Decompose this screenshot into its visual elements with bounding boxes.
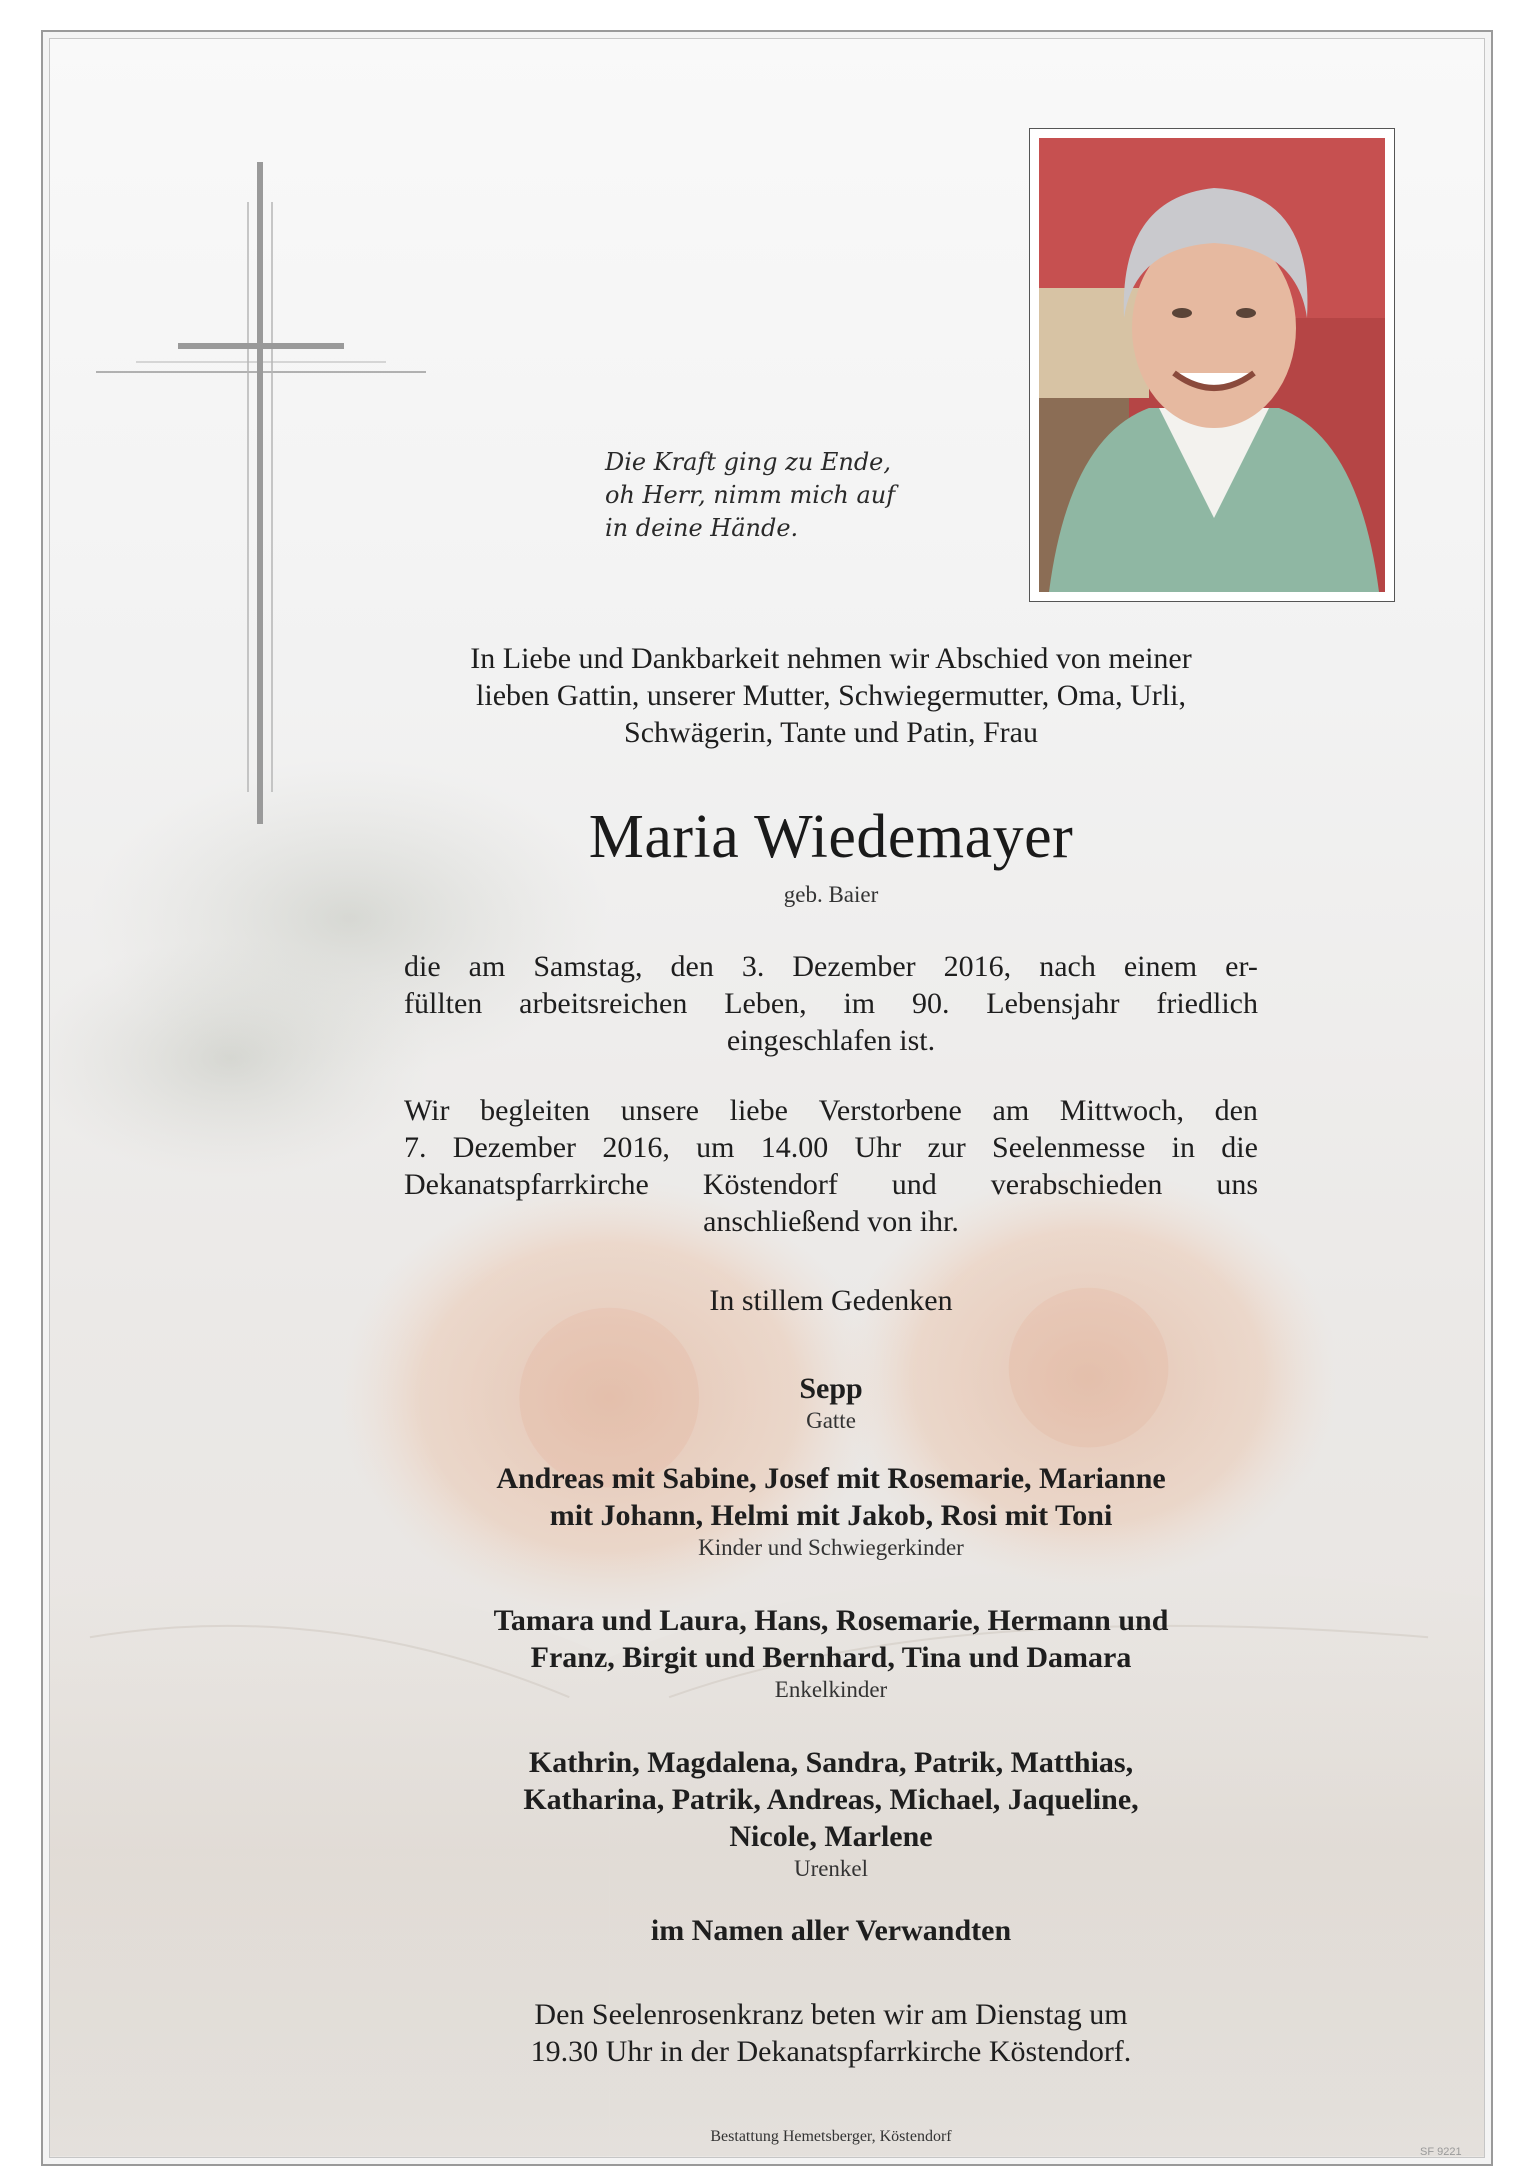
funeral-service-notice xyxy=(404,1092,1258,1240)
service-line: anschließend von ihr. xyxy=(703,1205,959,1238)
sign-off: In stillem Gedenken xyxy=(709,1284,953,1317)
word: zur xyxy=(927,1131,966,1164)
word: Dezember xyxy=(452,1131,577,1164)
service-line xyxy=(404,1092,1258,1129)
word: friedlich xyxy=(1156,987,1258,1020)
death-line: eingeschlafen ist. xyxy=(726,1024,936,1057)
word: 3. xyxy=(741,950,765,983)
word: 90. xyxy=(911,987,950,1020)
service-line xyxy=(404,1166,1258,1203)
word: Leben, xyxy=(724,987,807,1020)
maiden-name: geb. Baier xyxy=(783,882,879,907)
intro-line: Schwägerin, Tante und Patin, Frau xyxy=(624,716,1038,749)
mourner-names: Andreas mit Sabine, Josef mit Rosemarie, Marianne xyxy=(496,1462,1166,1495)
word: 2016, xyxy=(943,950,1012,983)
mourner-role: Urenkel xyxy=(793,1856,869,1881)
death-line xyxy=(404,948,1258,985)
intro-text xyxy=(404,640,1258,751)
word: Mittwoch, xyxy=(1059,1094,1184,1127)
deceased-name: Maria Wiedemayer xyxy=(588,803,1074,871)
death-line xyxy=(404,985,1258,1022)
word: am xyxy=(992,1094,1030,1127)
word: Dezember xyxy=(792,950,916,983)
quote-line: in deine Hände. xyxy=(605,514,799,542)
mourner-names: Katharina, Patrik, Andreas, Michael, Jaqueline, xyxy=(523,1783,1139,1816)
mourner-names: mit Johann, Helmi mit Jakob, Rosi mit Toni xyxy=(549,1499,1113,1532)
mourner-names: Sepp xyxy=(799,1372,863,1405)
word: Verstorbene xyxy=(818,1094,962,1127)
word: die xyxy=(404,950,441,983)
word: am xyxy=(468,950,506,983)
memorial-quote xyxy=(605,446,965,545)
word: uns xyxy=(1216,1168,1258,1201)
word: verabschieden xyxy=(990,1168,1163,1201)
word: Samstag, xyxy=(533,950,643,983)
word: 7. xyxy=(404,1131,427,1164)
mourner-names: Kathrin, Magdalena, Sandra, Patrik, Matthias, xyxy=(528,1746,1134,1779)
service-line xyxy=(404,1129,1258,1166)
word: im xyxy=(843,987,876,1020)
rosary-line: Den Seelenrosenkranz beten wir am Dienstag um xyxy=(534,1998,1128,2031)
word: um xyxy=(696,1131,735,1164)
word: begleiten xyxy=(480,1094,591,1127)
word: Dekanatspfarrkirche xyxy=(404,1168,649,1201)
word: Uhr xyxy=(854,1131,902,1164)
word: nach xyxy=(1039,950,1096,983)
mourner-names: Tamara und Laura, Hans, Rosemarie, Hermann und xyxy=(493,1604,1169,1637)
mourner-names: Nicole, Marlene xyxy=(729,1820,933,1853)
word: Wir xyxy=(404,1094,450,1127)
mourner-role: Kinder und Schwiegerkinder xyxy=(698,1535,964,1560)
mourner-role: Enkelkinder xyxy=(774,1677,888,1702)
mourner-names: Franz, Birgit und Bernhard, Tina und Damara xyxy=(530,1641,1132,1674)
word: Seelenmesse xyxy=(992,1131,1146,1164)
mourner-group xyxy=(354,1460,1308,1562)
word: einem xyxy=(1123,950,1198,983)
word: unsere xyxy=(620,1094,699,1127)
word: 2016, xyxy=(602,1131,670,1164)
intro-line: lieben Gattin, unserer Mutter, Schwiegermutter, Oma, Urli, xyxy=(476,679,1186,712)
funeral-home-footer: Bestattung Hemetsberger, Köstendorf xyxy=(710,2128,952,2145)
all-relatives: im Namen aller Verwandten xyxy=(650,1914,1012,1947)
portrait-photo xyxy=(1039,138,1385,592)
word: er- xyxy=(1225,950,1258,983)
portrait-photo-frame xyxy=(1029,128,1395,602)
word: und xyxy=(891,1168,937,1201)
mourner-role: Gatte xyxy=(806,1408,856,1433)
word: Lebensjahr xyxy=(986,987,1120,1020)
word: arbeitsreichen xyxy=(519,987,688,1020)
document-code: SF 9221 xyxy=(1420,2146,1462,2158)
mourner-group xyxy=(354,1744,1308,1883)
word: den xyxy=(1214,1094,1258,1127)
word: 14.00 xyxy=(760,1131,829,1164)
death-notice xyxy=(404,948,1258,1059)
quote-line: oh Herr, nimm mich auf xyxy=(605,481,896,509)
word: den xyxy=(670,950,714,983)
word: liebe xyxy=(729,1094,788,1127)
rosary-line: 19.30 Uhr in der Dekanatspfarrkirche Köstendorf. xyxy=(530,2035,1132,2068)
word: Köstendorf xyxy=(702,1168,838,1201)
rosary-notice xyxy=(404,1996,1258,2070)
word: in xyxy=(1171,1131,1195,1164)
cross-icon xyxy=(0,0,440,840)
word: füllten xyxy=(404,987,483,1020)
quote-line: Die Kraft ging zu Ende, xyxy=(605,448,892,476)
word: die xyxy=(1221,1131,1258,1164)
mourner-group xyxy=(354,1370,1308,1435)
mourner-group xyxy=(354,1602,1308,1704)
intro-line: In Liebe und Dankbarkeit nehmen wir Abschied von meiner xyxy=(470,642,1192,675)
